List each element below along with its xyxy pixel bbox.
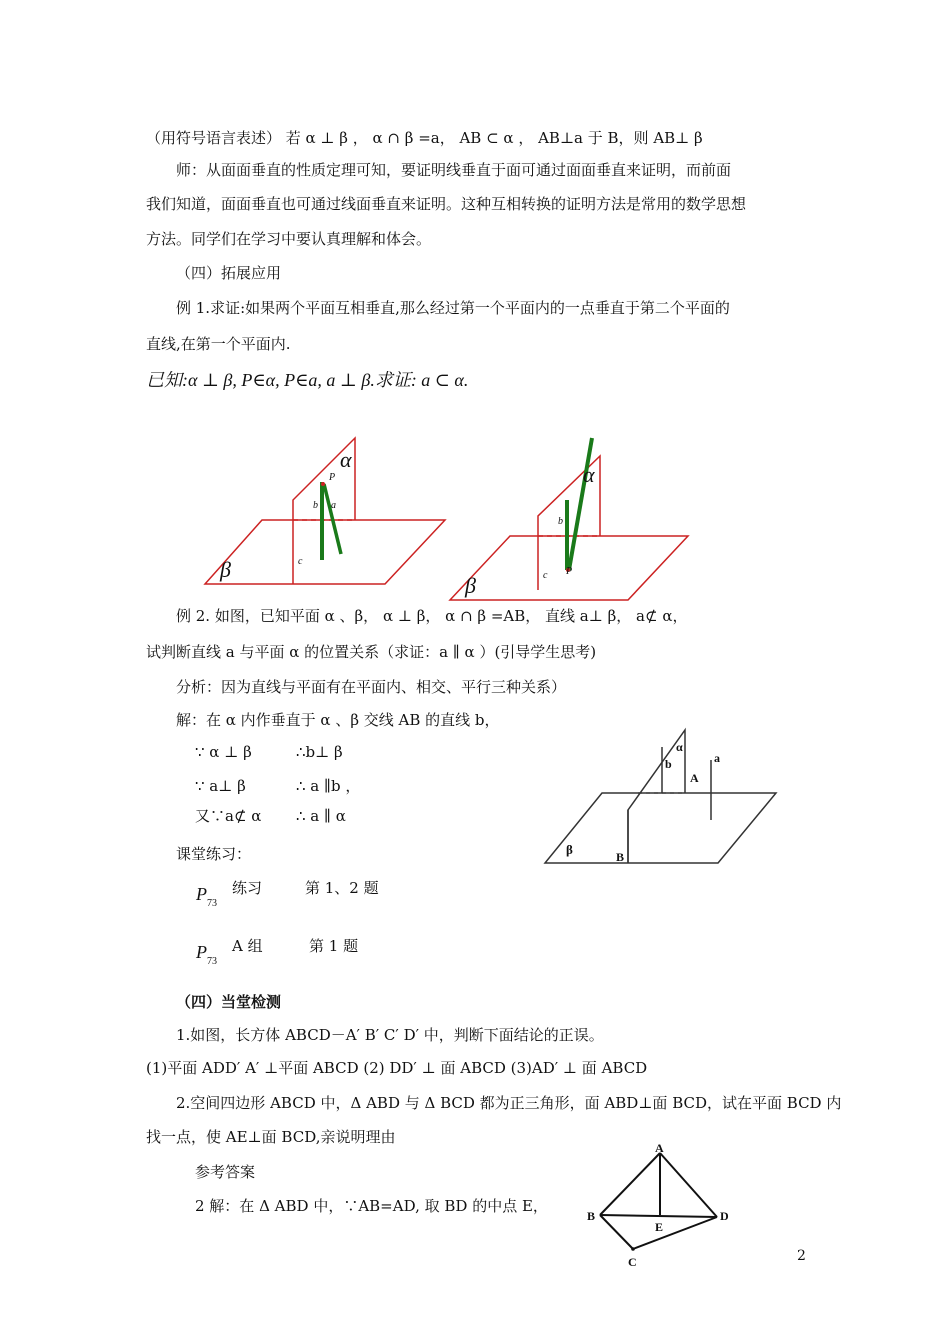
fig3-A-label: A: [690, 771, 699, 785]
fig2-alpha-label: α: [583, 462, 595, 487]
page-ref-1: $P_{73}$: [196, 884, 217, 909]
proof-step3-result: ∴ a ∥ α: [296, 807, 346, 825]
page-number: 2: [797, 1248, 806, 1264]
page-ref-2: $P_{73}$: [196, 942, 217, 967]
fig3-beta-label: β: [566, 842, 573, 857]
example1-given: 已知:α ⊥ β, P∈α, P∈a, a ⊥ β.求证: a ⊂ α.: [146, 370, 469, 390]
fig4-A-label: A: [655, 1141, 664, 1155]
practice-2-items: 第 1 题: [309, 937, 359, 955]
solution-line: 解：在 α 内作垂直于 α 、β 交线 AB 的直线 b，: [176, 711, 500, 729]
proof-step2-result: ∴ a ∥b ，: [296, 777, 361, 795]
fig3-B-label: B: [616, 850, 625, 864]
fig2-b-label: b: [558, 516, 563, 527]
quiz-q1: 1.如图，长方体 ABCD－A′ B′ C′ D′ 中，判断下面结论的正误。: [176, 1026, 604, 1044]
line-symbol-statement: （用符号语言表述） 若 α ⊥ β ， α ∩ β =a， AB ⊂ α ， AB⊥a 于 B，则 AB⊥ β: [146, 129, 703, 147]
fig3-alpha-label: α: [676, 740, 683, 754]
fig1-b-label: b: [313, 500, 318, 511]
fig1-c-label: c: [298, 556, 303, 567]
fig4-E-label: E: [655, 1220, 664, 1234]
line-teacher-2: 我们知道，面面垂直也可通过线面垂直来证明。这种互相转换的证明方法是常用的数学思想: [146, 195, 747, 213]
section-quiz: （四）当堂检测: [176, 993, 282, 1011]
fig1-alpha-label: α: [340, 447, 352, 472]
figure-1: [200, 430, 450, 590]
fig1-a-label: a: [331, 500, 336, 511]
practice-1-items: 第 1、2 题: [305, 879, 379, 897]
fig4-C-label: C: [628, 1255, 637, 1269]
fig4-B-label: B: [587, 1209, 596, 1223]
proof-step1-result: ∴b⊥ β: [296, 743, 343, 761]
fig2-beta-label: β: [465, 573, 476, 598]
reference-answer-line: 2 解：在 Δ ABD 中，∵AB=AD, 取 BD 的中点 E，: [195, 1197, 548, 1215]
line-teacher-1: 师：从面面垂直的性质定理可知，要证明线垂直于面可通过面面垂直来证明，而前面: [176, 161, 732, 179]
example2-line1: 例 2. 如图，已知平面 α 、β， α ⊥ β， α ∩ β =AB， 直线 a⊥ β， a⊄ α，: [176, 607, 688, 625]
fig2-c-label: c: [543, 570, 548, 581]
proof-step2-given: ∵ a⊥ β: [195, 777, 246, 795]
figure-4: [595, 1145, 725, 1255]
quiz-q1-options: (1)平面 ADD′ A′ ⊥平面 ABCD (2) DD′ ⊥ 面 ABCD (3)AD′ ⊥ 面 ABCD: [146, 1059, 648, 1077]
example2-line2: 试判断直线 a 与平面 α 的位置关系（求证：a ∥ α ）(引导学生思考): [146, 643, 597, 661]
practice-2-label: A 组: [232, 937, 263, 955]
fig1-beta-label: β: [220, 557, 231, 582]
figure-3: [540, 725, 780, 870]
fig1-P-label: P: [329, 472, 336, 483]
classroom-practice: 课堂练习：: [176, 845, 252, 863]
proof-step3-given: 又∵a⊄ α: [195, 807, 262, 825]
line-teacher-3: 方法。同学们在学习中要认真理解和体会。: [146, 230, 432, 248]
fig2-P-label: P: [566, 566, 573, 577]
quiz-q2-line2: 找一点，使 AE⊥面 BCD,亲说明理由: [146, 1128, 396, 1146]
analysis-line: 分析：因为直线与平面有在平面内、相交、平行三种关系）: [176, 678, 567, 696]
proof-step1-given: ∵ α ⊥ β: [195, 743, 252, 761]
fig3-a-label: a: [714, 751, 720, 765]
section-extension: （四）拓展应用: [176, 264, 282, 282]
quiz-q2-line1: 2.空间四边形 ABCD 中，Δ ABD 与 Δ BCD 都为正三角形，面 ABD⊥面 BCD，试在平面 BCD 内: [176, 1094, 842, 1112]
example1-line1: 例 1.求证:如果两个平面互相垂直,那么经过第一个平面内的一点垂直于第二个平面的: [176, 299, 730, 317]
practice-1-label: 练习: [232, 879, 263, 897]
reference-answer-title: 参考答案: [195, 1163, 256, 1181]
fig3-b-label: b: [665, 757, 672, 771]
fig4-D-label: D: [720, 1209, 729, 1223]
example1-line2: 直线,在第一个平面内.: [146, 335, 291, 353]
